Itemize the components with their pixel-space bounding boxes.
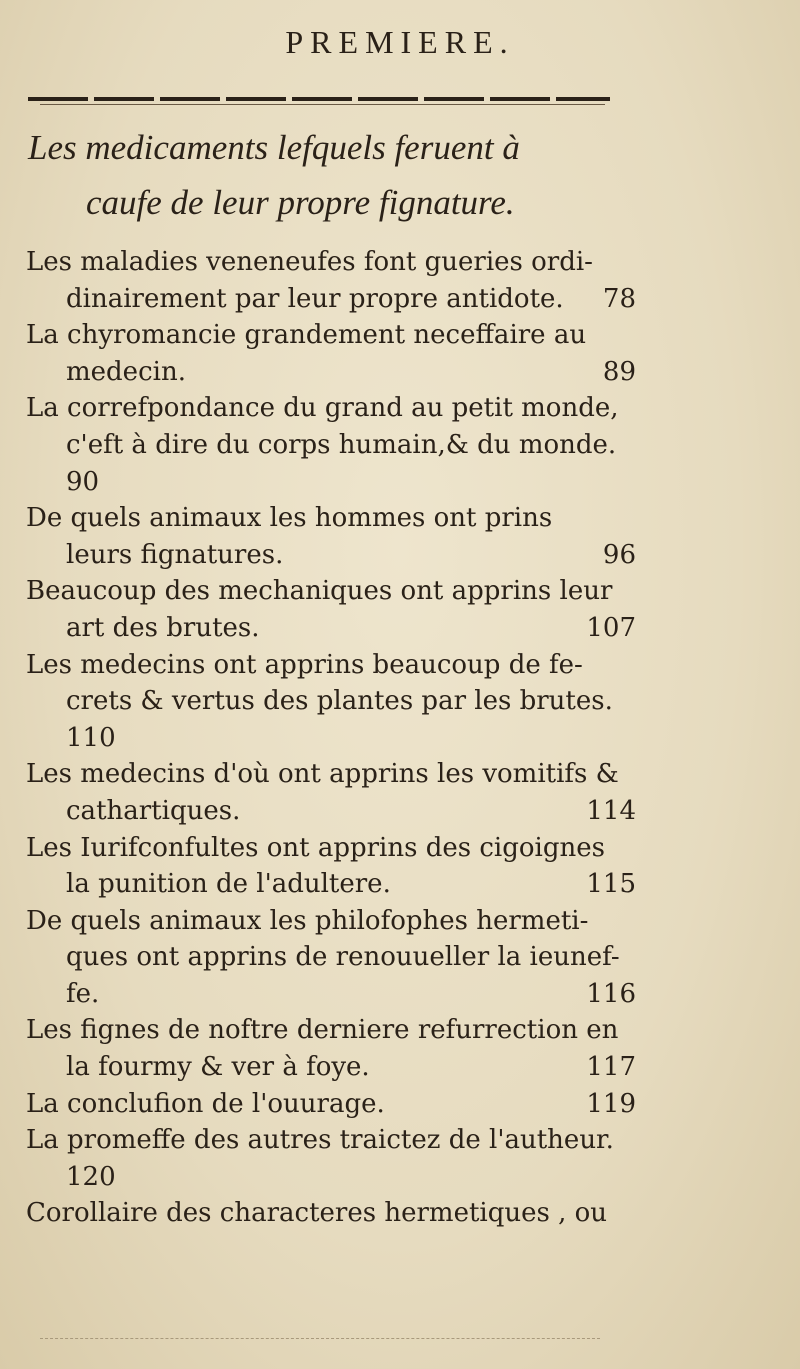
section-heading-line-1: Les medicaments lefquels feruent à xyxy=(28,128,520,167)
toc-entry-line: La correfpondance du grand au petit monde, xyxy=(26,393,619,424)
table-of-contents xyxy=(26,244,636,1232)
section-heading-line-2: caufe de leur propre fignature. xyxy=(86,183,515,222)
toc-entry xyxy=(26,500,636,573)
toc-entry-line: ques ont apprins de renouueller la ieunef- xyxy=(66,942,620,973)
toc-entry-line: la punition de l'adultere. 115 xyxy=(26,866,636,903)
section-heading xyxy=(28,120,628,230)
page-number: 107 xyxy=(586,612,636,643)
toc-entry-line: la fourmy & ver à foye. 117 xyxy=(26,1049,636,1086)
bottom-show-through-line xyxy=(40,1338,600,1340)
toc-entry-line: crets & vertus des plantes par les brutes. xyxy=(66,686,613,717)
toc-entry-line: fe. 116 xyxy=(26,976,636,1013)
toc-entry-line: Corollaire des characteres hermetiques , ou xyxy=(26,1198,608,1229)
toc-entry xyxy=(26,573,636,646)
running-head: PREMIERE. xyxy=(285,24,515,60)
toc-entry xyxy=(26,1122,636,1195)
page-number: 115 xyxy=(586,869,636,900)
toc-entry-line: De quels animaux les philofophes hermeti- xyxy=(26,905,589,936)
toc-entry-line: leurs fignatures. 96 xyxy=(26,537,636,574)
toc-entry xyxy=(26,756,636,829)
ornamental-rule-thin xyxy=(40,104,605,105)
page-number: 120 xyxy=(66,1161,116,1192)
toc-entry xyxy=(26,647,636,757)
toc-entry xyxy=(26,830,636,903)
toc-entry-line: art des brutes. 107 xyxy=(26,610,636,647)
page-number: 89 xyxy=(602,356,636,387)
toc-entry xyxy=(26,317,636,390)
toc-entry-line: La chyromancie grandement neceffaire au xyxy=(26,320,587,351)
toc-entry-line: c'eft à dire du corps humain,& du monde. xyxy=(66,429,617,460)
toc-entry-line: Les Iurifconfultes ont apprins des cigoignes xyxy=(26,832,605,863)
page-number: 90 xyxy=(66,466,100,497)
page-number: 114 xyxy=(586,795,636,826)
toc-entry xyxy=(26,244,636,317)
page-number: 96 xyxy=(602,539,636,570)
toc-entry-line: Les maladies veneneufes font gueries ordi- xyxy=(26,247,593,277)
ornamental-rule xyxy=(28,97,610,101)
toc-entry-line: Beaucoup des mechaniques ont apprins leur xyxy=(26,576,613,607)
page-number: 117 xyxy=(586,1052,636,1083)
toc-entry-line: medecin. 89 xyxy=(26,354,636,391)
toc-entry-line: Les medecins ont apprins beaucoup de fe- xyxy=(26,649,583,680)
toc-entry xyxy=(26,1086,636,1123)
toc-entry-line: La promeffe des autres traictez de l'autheur. xyxy=(26,1125,614,1156)
toc-entry xyxy=(26,1195,636,1232)
toc-entry xyxy=(26,1012,636,1085)
page-number: 110 xyxy=(66,722,116,753)
toc-entry-line: De quels animaux les hommes ont prins xyxy=(26,503,553,534)
toc-entry-line: cathartiques. 114 xyxy=(26,793,636,830)
toc-entry-line: Les medecins d'où ont apprins les vomitifs & xyxy=(26,759,619,790)
toc-entry-line: Les fignes de noftre derniere refurrection en xyxy=(26,1015,619,1046)
toc-entry-line: dinairement par leur propre antidote. 78 xyxy=(26,281,636,318)
toc-entry xyxy=(26,390,636,500)
page-number: 116 xyxy=(586,978,636,1009)
toc-entry-line: La conclufion de l'ouurage. 119 xyxy=(26,1086,636,1123)
page-number: 119 xyxy=(586,1088,636,1119)
page-number: 78 xyxy=(602,283,636,314)
toc-entry xyxy=(26,903,636,1013)
